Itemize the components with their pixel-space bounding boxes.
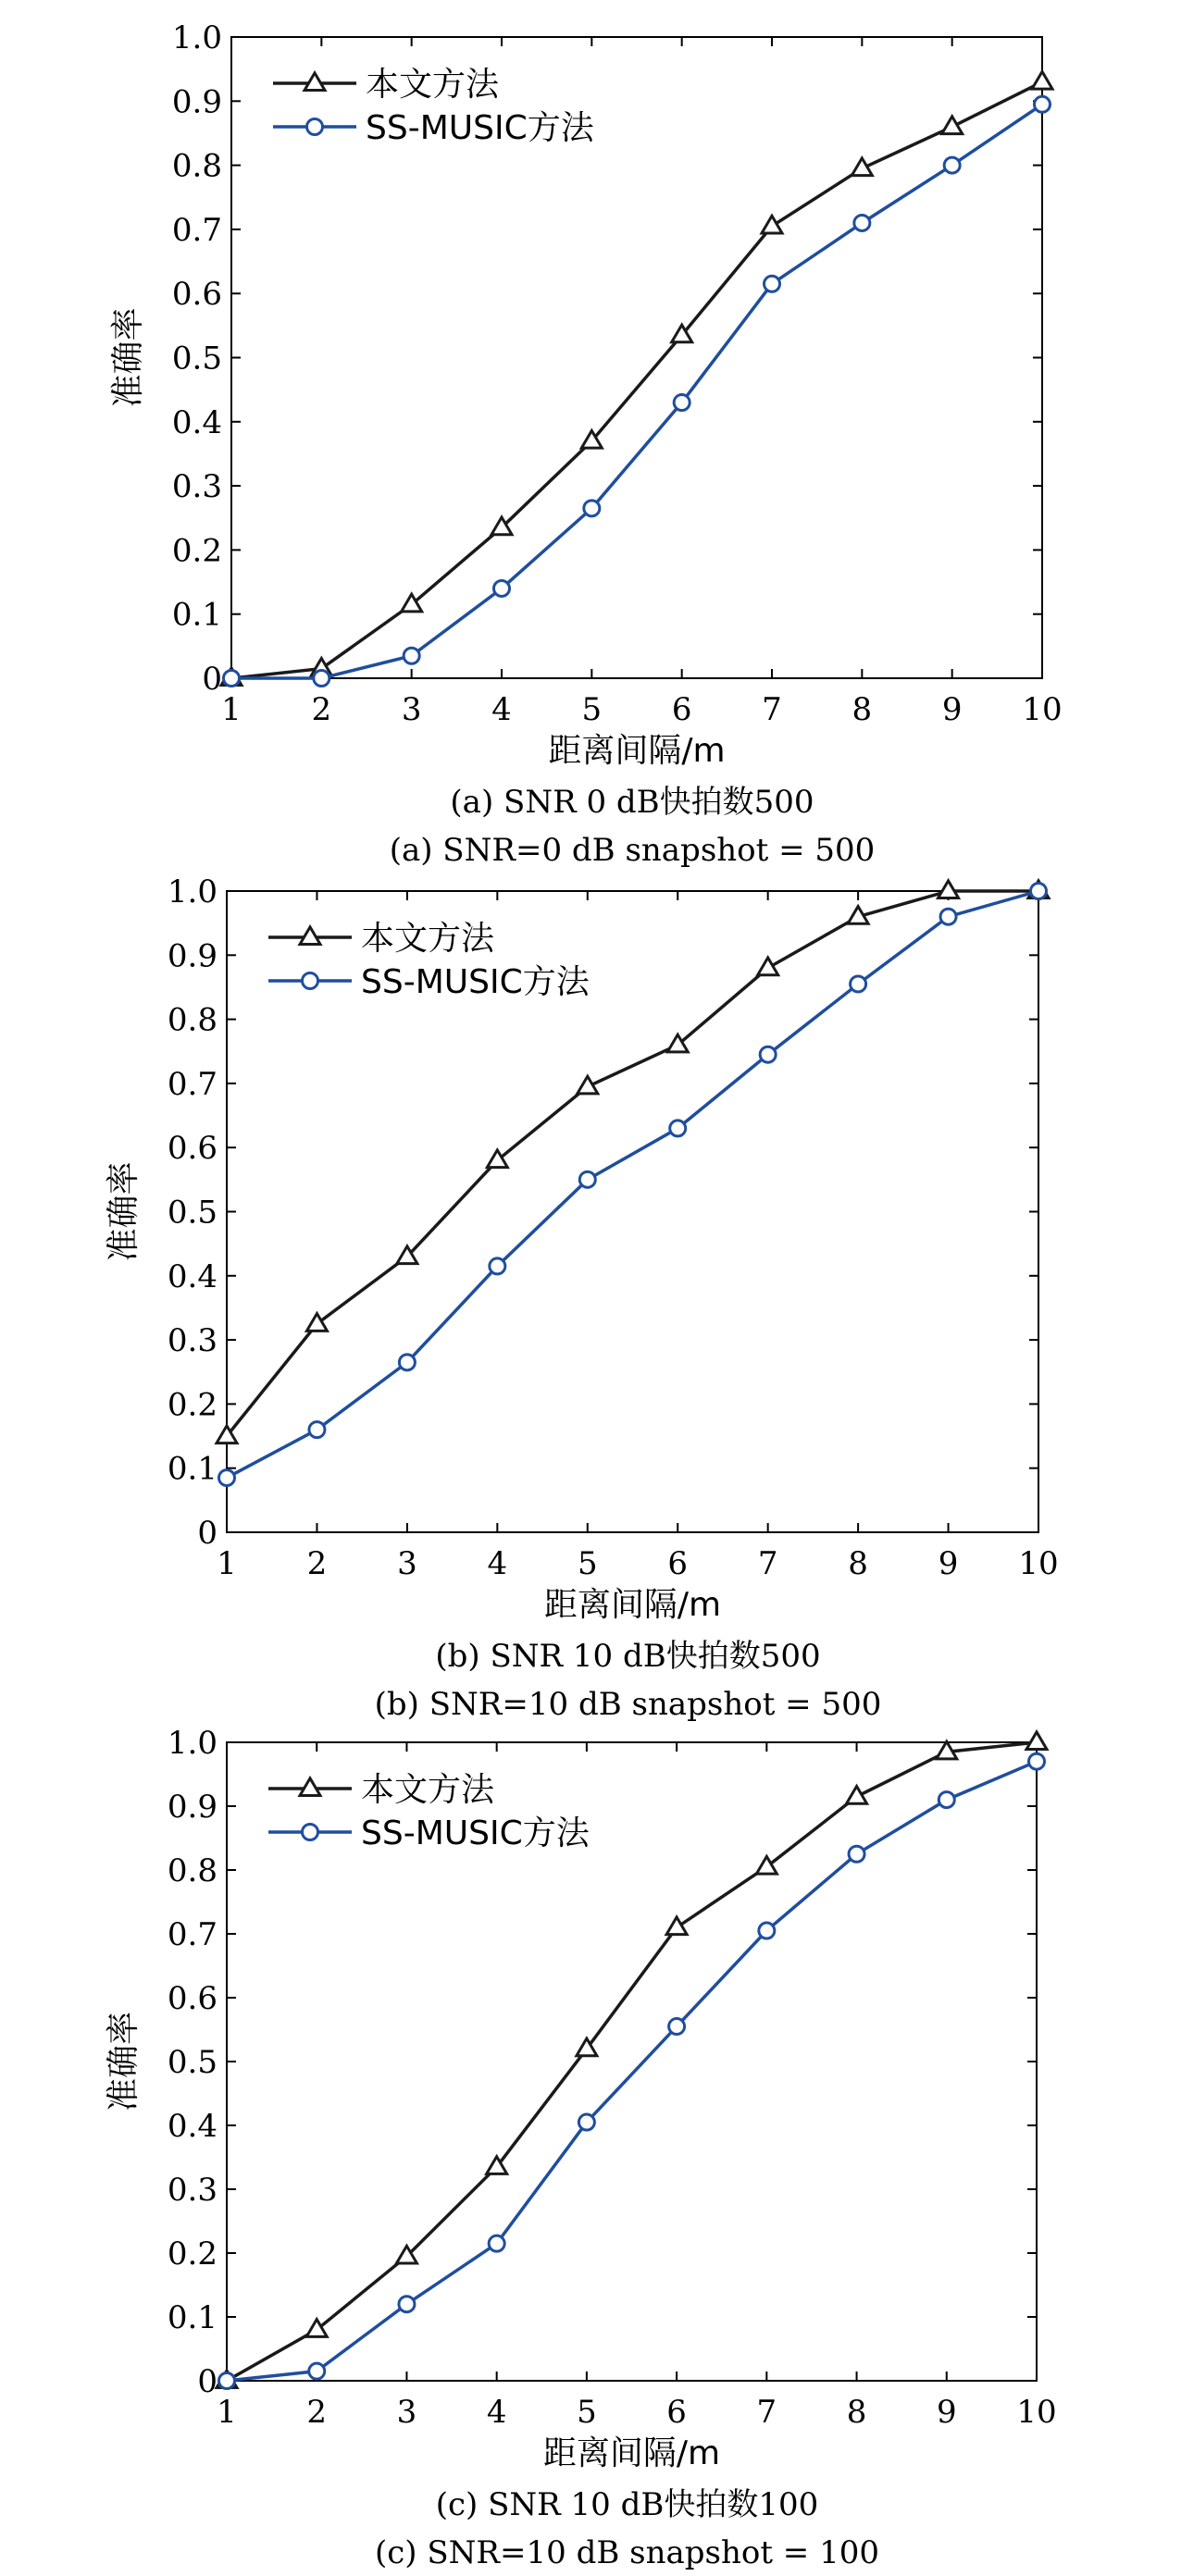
data-point-circle [670, 1121, 686, 1136]
y-tick-label: 0.6 [167, 1130, 218, 1168]
y-tick-label: 0 [197, 2363, 218, 2400]
x-tick-label: 1 [217, 1545, 237, 1582]
legend-marker-circle [303, 1825, 318, 1840]
x-tick-label: 8 [846, 2394, 867, 2431]
x-tick-label: 5 [577, 2394, 597, 2431]
data-point-circle [404, 648, 419, 663]
x-tick-label: 4 [491, 691, 512, 728]
data-point-circle [219, 2373, 235, 2389]
chart-panel-1 [109, 19, 1063, 869]
y-tick-label: 0.1 [167, 1450, 218, 1488]
data-point-circle [854, 215, 870, 230]
y-tick-label: 0.2 [171, 532, 222, 570]
data-point-circle [765, 276, 780, 291]
data-point-circle [399, 1355, 415, 1370]
y-tick-label: 0.6 [167, 1980, 218, 2017]
x-tick-label: 10 [1018, 1545, 1059, 1582]
x-tick-label: 4 [487, 1545, 508, 1582]
y-tick-label: 0.3 [167, 2172, 218, 2209]
y-tick-label: 1.0 [167, 1725, 218, 1762]
y-axis-label: 准确率 [109, 307, 147, 408]
x-tick-label: 2 [306, 1545, 328, 1582]
caption-line-1: (a) SNR 0 dB快拍数500 [450, 784, 814, 821]
x-tick-label: 6 [671, 691, 692, 728]
y-tick-label: 0.5 [167, 1194, 218, 1232]
y-tick-label: 1.0 [167, 873, 218, 910]
y-tick-label: 0.9 [167, 937, 218, 975]
legend-marker-circle [307, 119, 323, 135]
data-point-circle [939, 1792, 954, 1808]
data-point-triangle [756, 1856, 777, 1874]
y-axis-label: 准确率 [105, 1161, 143, 1262]
y-tick-label: 0.9 [171, 83, 222, 121]
y-tick-label: 0.2 [167, 1386, 218, 1424]
data-point-triangle [1026, 1732, 1047, 1750]
series-line-1 [227, 1742, 1037, 2381]
data-point-triangle [847, 1786, 867, 1803]
legend-label-1: 本文方法 [361, 1771, 495, 1809]
x-axis-label: 距离间隔/m [548, 732, 726, 770]
y-tick-label: 0.8 [167, 1852, 218, 1889]
series-line-1 [231, 82, 1042, 678]
data-point-circle [224, 671, 240, 687]
data-point-circle [760, 1046, 776, 1062]
x-tick-label: 8 [852, 691, 873, 728]
data-point-circle [399, 2297, 415, 2312]
y-axis-label: 准确率 [105, 2011, 143, 2112]
data-point-circle [1031, 884, 1047, 899]
legend-marker-circle [303, 973, 318, 989]
chart-panel-2 [105, 873, 1059, 1723]
caption-line-2: (b) SNR=10 dB snapshot = 500 [374, 1686, 882, 1723]
legend-label-1: 本文方法 [366, 66, 500, 104]
x-tick-label: 3 [401, 691, 422, 728]
legend-marker-triangle [300, 927, 320, 945]
y-tick-label: 0 [202, 661, 222, 698]
chart-panel-3 [105, 1725, 1057, 2571]
data-point-circle [940, 909, 956, 924]
x-tick-label: 5 [577, 1545, 598, 1582]
series-line-2 [227, 1762, 1037, 2381]
y-tick-label: 0.7 [167, 1916, 218, 1953]
caption-line-1: (b) SNR 10 dB快拍数500 [435, 1638, 821, 1675]
y-tick-label: 0.1 [171, 596, 222, 634]
x-tick-label: 9 [941, 691, 963, 728]
y-tick-label: 0.4 [167, 1257, 218, 1295]
series-line-2 [231, 105, 1042, 678]
x-tick-label: 5 [581, 691, 603, 728]
data-point-circle [1029, 1753, 1045, 1769]
data-point-circle [669, 2019, 685, 2035]
y-tick-label: 0.8 [167, 1001, 218, 1039]
data-point-triangle [942, 117, 963, 134]
data-point-triangle [306, 1314, 327, 1331]
x-tick-label: 8 [848, 1545, 868, 1582]
y-tick-label: 0.4 [167, 2108, 218, 2145]
data-point-circle [1035, 96, 1050, 112]
plot-frame [227, 1742, 1037, 2381]
x-tick-label: 1 [221, 691, 242, 728]
data-point-circle [579, 1171, 595, 1187]
data-point-circle [578, 2114, 594, 2130]
x-tick-label: 10 [1022, 691, 1063, 728]
x-tick-label: 3 [396, 2394, 417, 2431]
data-point-circle [494, 580, 510, 596]
legend-label-2: SS-MUSIC方法 [366, 109, 594, 147]
data-point-circle [759, 1923, 775, 1938]
caption-line-1: (c) SNR 10 dB快拍数100 [435, 2486, 819, 2523]
y-tick-label: 0.8 [171, 147, 222, 185]
y-tick-label: 0.1 [167, 2299, 218, 2336]
x-tick-label: 2 [306, 2394, 328, 2431]
caption-line-2: (a) SNR=0 dB snapshot = 500 [389, 832, 876, 869]
data-point-triangle [939, 881, 959, 898]
x-tick-label: 9 [936, 2394, 957, 2431]
y-tick-label: 0.7 [167, 1065, 218, 1103]
y-tick-label: 0.5 [167, 2044, 218, 2081]
legend-marker-triangle [300, 1778, 320, 1796]
data-point-circle [851, 976, 866, 992]
caption-line-2: (c) SNR=10 dB snapshot = 100 [375, 2534, 879, 2571]
data-point-circle [314, 671, 329, 687]
data-point-circle [584, 501, 600, 516]
data-point-circle [849, 1846, 864, 1862]
y-tick-label: 0.7 [171, 211, 222, 249]
y-tick-label: 0.3 [171, 468, 222, 506]
data-point-triangle [666, 1917, 687, 1935]
y-tick-label: 0.2 [167, 2235, 218, 2273]
data-point-circle [309, 1422, 325, 1438]
y-tick-label: 0 [197, 1515, 218, 1552]
data-point-circle [309, 2363, 325, 2379]
x-tick-label: 2 [311, 691, 332, 728]
x-axis-label: 距离间隔/m [542, 2434, 721, 2472]
y-tick-label: 0.5 [171, 340, 222, 378]
plot-frame [227, 891, 1038, 1532]
data-point-triangle [758, 958, 778, 975]
x-axis-label: 距离间隔/m [543, 1586, 722, 1624]
y-tick-label: 0.9 [167, 1789, 218, 1826]
plot-frame [231, 37, 1042, 678]
x-tick-label: 7 [757, 1545, 778, 1582]
y-tick-label: 0.4 [171, 403, 222, 441]
data-point-circle [674, 395, 690, 411]
series-line-1 [227, 891, 1038, 1436]
legend-label-2: SS-MUSIC方法 [361, 1814, 590, 1852]
data-point-circle [490, 1258, 505, 1274]
y-tick-label: 0.6 [171, 276, 222, 314]
data-point-circle [944, 157, 960, 173]
data-point-circle [489, 2235, 504, 2251]
legend-label-1: 本文方法 [361, 920, 495, 958]
y-tick-label: 1.0 [171, 19, 222, 56]
y-tick-label: 0.3 [167, 1322, 218, 1360]
x-tick-label: 9 [938, 1545, 959, 1582]
legend-marker-triangle [305, 73, 325, 91]
x-tick-label: 4 [486, 2394, 507, 2431]
x-tick-label: 1 [217, 2394, 237, 2431]
x-tick-label: 7 [756, 2394, 777, 2431]
x-tick-label: 7 [762, 691, 782, 728]
x-tick-label: 6 [666, 2394, 687, 2431]
series-line-2 [227, 891, 1038, 1478]
data-point-triangle [762, 216, 782, 233]
x-tick-label: 3 [397, 1545, 417, 1582]
data-point-triangle [1032, 71, 1052, 89]
legend-label-2: SS-MUSIC方法 [361, 963, 590, 1001]
x-tick-label: 10 [1016, 2394, 1057, 2431]
x-tick-label: 6 [667, 1545, 689, 1582]
data-point-circle [219, 1470, 235, 1486]
